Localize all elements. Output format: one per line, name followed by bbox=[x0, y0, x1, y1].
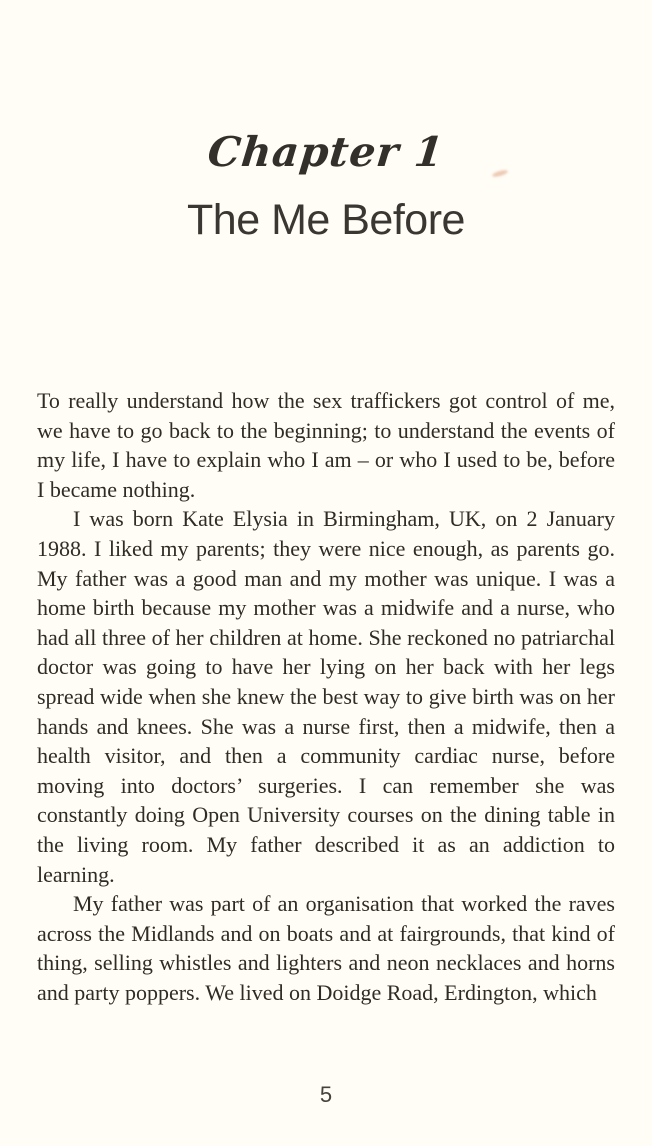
paragraph: My father was part of an organisation that worked the raves across the Midlands and on boats and at fairgrounds, that kind of thing, selling whistles and lighters and neon necklaces and horns and party poppers. We lived on Doidge Road, Erdington, which bbox=[37, 891, 615, 1005]
paragraph: To really understand how the sex traffickers got control of me, we have to go back to the beginning; to understand the events of my life, I have to explain who I am – or who I used to be, before I became nothing. bbox=[37, 388, 615, 502]
chapter-heading: Chapter 1 bbox=[205, 128, 447, 176]
page-body bbox=[37, 386, 615, 1007]
paragraph: I was born Kate Elysia in Birmingham, UK, on 2 January 1988. I liked my parents; they were nice enough, as parents go. My father was a good man and my mother was unique. I was a home birth because my mother was a midwife and a nurse, who had all three of her children at home. She reckoned no patriarchal doctor was going to have her lying on her back with her legs spread wide when she knew the best way to give birth was on her hands and knees. She was a nurse first, then a midwife, then a health visitor, and then a community cardiac nurse, before moving into doctors’ surgeries. I can remember she was constantly doing Open University courses on the dining table in the living room. My father described it as an addiction to learning. bbox=[37, 506, 615, 887]
page-number: 5 bbox=[319, 1082, 333, 1107]
chapter-title: The Me Before bbox=[187, 196, 465, 244]
